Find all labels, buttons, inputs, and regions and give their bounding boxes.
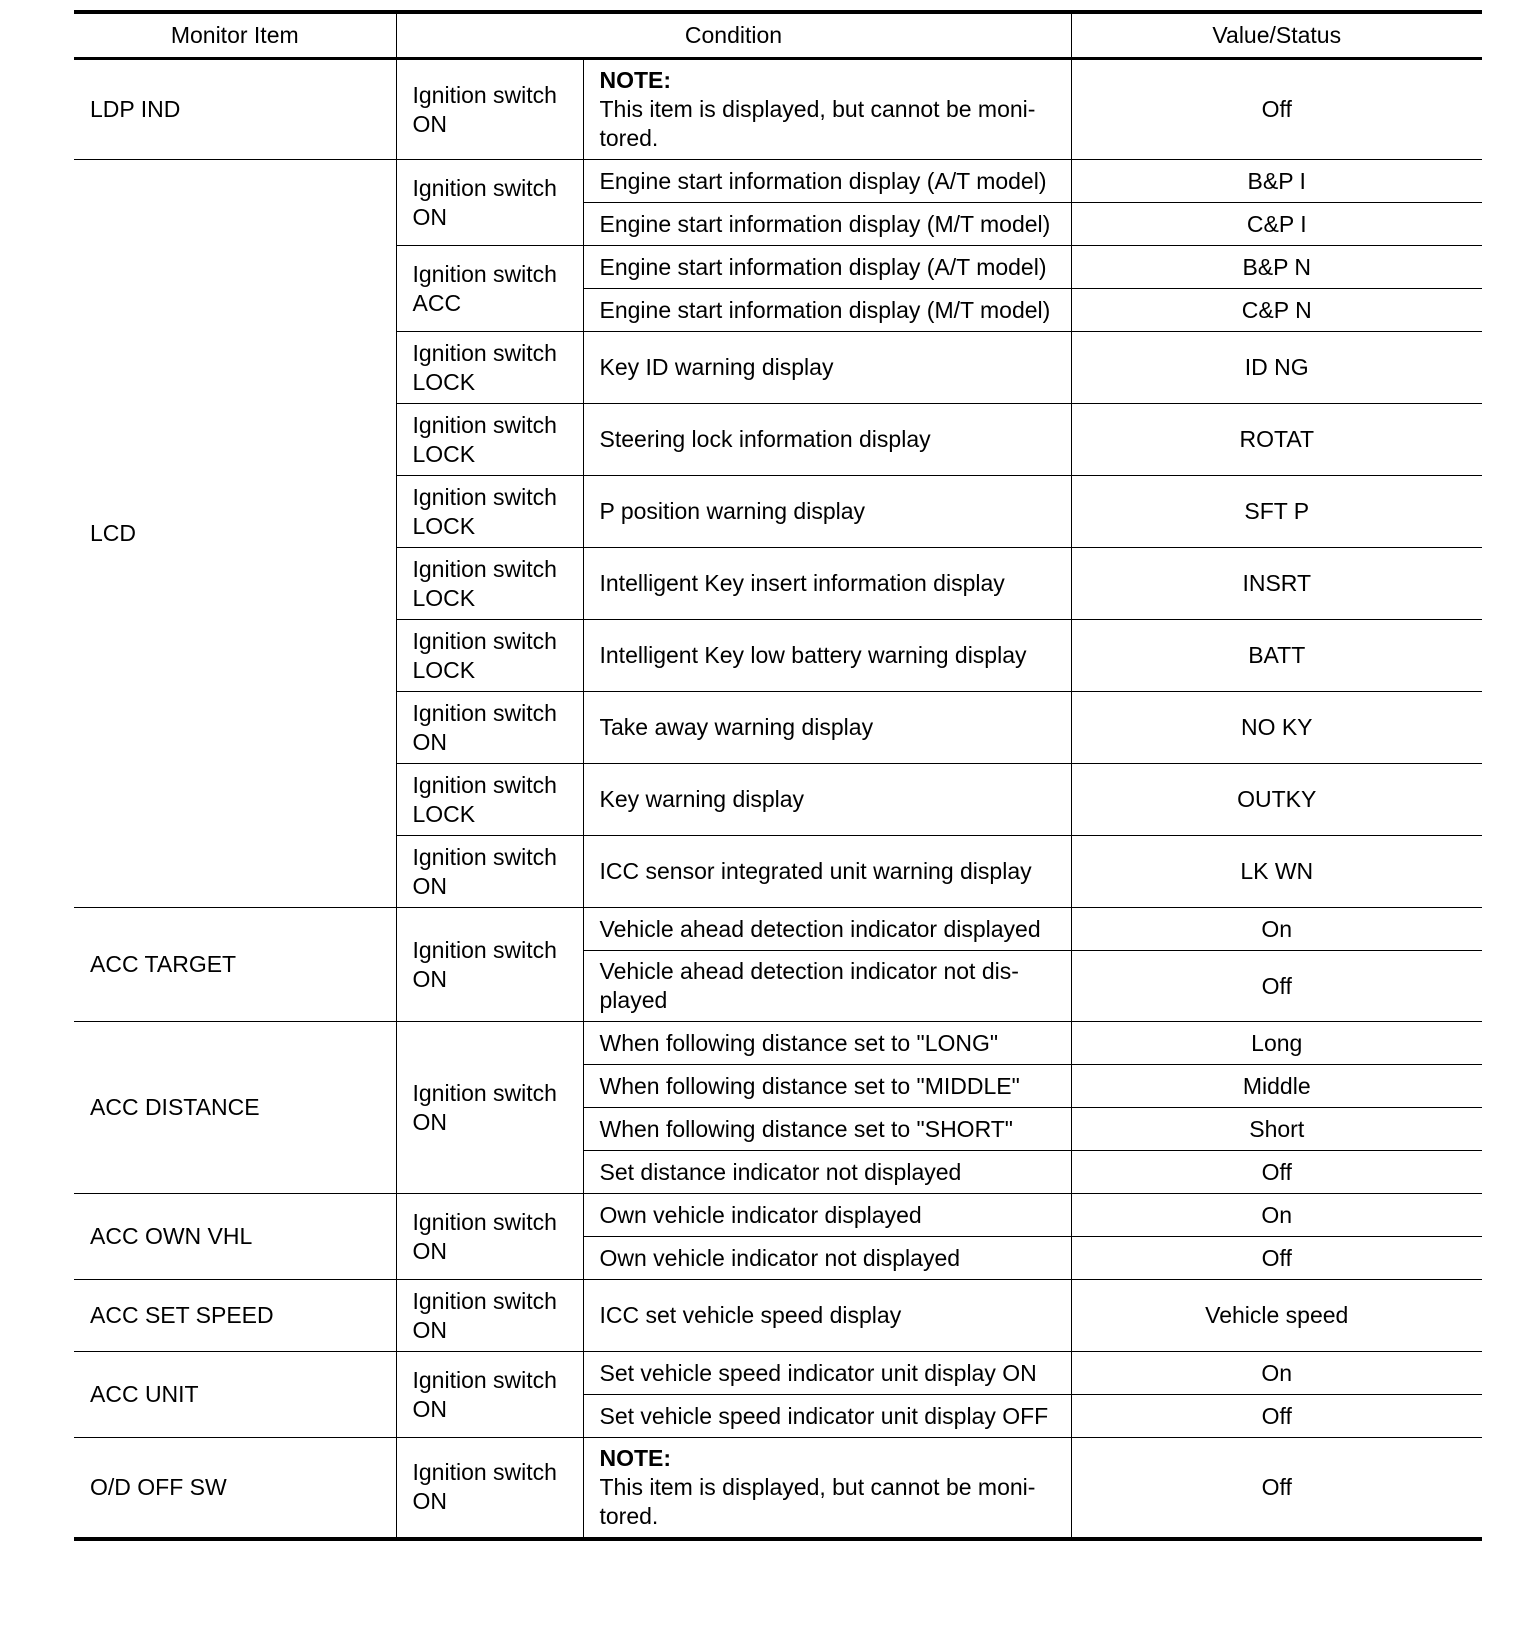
condition-detail-cell [583,951,1071,1022]
ignition-switch-line: Ignition switch [412,699,557,726]
monitor-item-cell: LDP IND [74,59,396,160]
value-status-cell: Long [1071,1022,1482,1065]
condition-detail-cell [583,1395,1071,1438]
table-header-row [74,12,1482,59]
monitor-item-cell: O/D OFF SW [74,1438,396,1539]
condition-detail-line: Engine start information display (M/T model) [599,210,1051,237]
condition-detail-line: This item is displayed, but cannot be moni- [599,1473,1036,1500]
ignition-switch-line: ON [412,872,447,899]
condition-detail-cell [583,59,1071,160]
ignition-switch-line: Ignition switch [412,936,557,963]
ignition-switch-line: LOCK [412,584,476,611]
value-status-cell: Off [1071,1395,1482,1438]
condition-detail-line: Vehicle ahead detection indicator not dis- [599,958,1019,984]
ignition-switch-cell [396,692,583,764]
monitor-item-cell: ACC OWN VHL [74,1194,396,1280]
header-value-status: Value/Status [1071,12,1482,59]
ignition-switch-line: ON [412,965,447,992]
condition-detail-cell [583,1352,1071,1395]
condition-detail-line: Vehicle ahead detection indicator displayed [599,915,1041,942]
ignition-switch-line: Ignition switch [412,81,557,108]
ignition-switch-cell [396,476,583,548]
value-status-cell: ROTAT [1071,404,1482,476]
value-status-cell: NO KY [1071,692,1482,764]
note-title: NOTE: [599,1444,672,1471]
ignition-switch-line: Ignition switch [412,339,557,366]
value-status-cell: LK WN [1071,836,1482,908]
ignition-switch-line: ON [412,1395,447,1422]
condition-detail-cell [583,620,1071,692]
table-row [74,160,1482,203]
condition-detail-line: ICC sensor integrated unit warning display [599,858,1032,884]
ignition-switch-cell [396,1194,583,1280]
ignition-switch-line: ON [412,1108,447,1135]
ignition-switch-cell [396,332,583,404]
condition-detail-cell [583,692,1071,764]
table-row [74,1352,1482,1395]
condition-detail-line: Key ID warning display [599,354,834,380]
value-status-cell: ID NG [1071,332,1482,404]
ignition-switch-line: Ignition switch [412,411,557,438]
ignition-switch-line: Ignition switch [412,174,557,201]
monitor-item-table [74,10,1482,1541]
monitor-item-cell: LCD [74,160,396,908]
ignition-switch-cell [396,1022,583,1194]
condition-detail-cell [583,203,1071,246]
monitor-item-cell: ACC UNIT [74,1352,396,1438]
monitor-item-cell: ACC TARGET [74,908,396,1022]
ignition-switch-cell [396,1438,583,1539]
value-status-cell: On [1071,1194,1482,1237]
ignition-switch-line: Ignition switch [412,260,557,287]
value-status-cell: Off [1071,59,1482,160]
value-status-cell: B&P N [1071,246,1482,289]
ignition-switch-line: Ignition switch [412,843,557,870]
condition-detail-line: played [599,987,668,1013]
ignition-switch-line: Ignition switch [412,1366,557,1393]
ignition-switch-line: Ignition switch [412,555,557,582]
condition-detail-cell [583,1065,1071,1108]
condition-detail-line: Own vehicle indicator displayed [599,1201,922,1228]
condition-detail-cell [583,1022,1071,1065]
condition-detail-line: Set vehicle speed indicator unit display ON [599,1359,1037,1386]
condition-detail-cell [583,548,1071,620]
condition-detail-line: Engine start information display (A/T model) [599,167,1047,194]
ignition-switch-line: ON [412,1237,447,1264]
condition-detail-line: Set vehicle speed indicator unit display OFF [599,1402,1049,1429]
table-body [74,59,1482,1539]
value-status-cell: Middle [1071,1065,1482,1108]
condition-detail-cell [583,1194,1071,1237]
value-status-cell: On [1071,1352,1482,1395]
ignition-switch-line: ON [412,728,447,755]
ignition-switch-line: Ignition switch [412,1079,557,1106]
ignition-switch-cell [396,908,583,1022]
condition-detail-line: When following distance set to "SHORT" [599,1115,1013,1142]
condition-detail-cell [583,476,1071,548]
condition-detail-line: Engine start information display (M/T model) [599,296,1051,323]
condition-detail-line: Engine start information display (A/T model) [599,253,1047,280]
ignition-switch-cell [396,246,583,332]
condition-detail-cell [583,404,1071,476]
condition-detail-line: Own vehicle indicator not displayed [599,1244,961,1271]
ignition-switch-line: LOCK [412,512,476,539]
table-row [74,1022,1482,1065]
monitor-item-cell: ACC SET SPEED [74,1280,396,1352]
ignition-switch-line: ACC [412,289,462,316]
ignition-switch-cell [396,160,583,246]
condition-detail-cell [583,160,1071,203]
ignition-switch-line: ON [412,110,447,137]
value-status-cell: SFT P [1071,476,1482,548]
header-monitor-item: Monitor Item [74,12,396,59]
condition-detail-cell [583,836,1071,908]
condition-detail-cell [583,1438,1071,1539]
ignition-switch-line: LOCK [412,440,476,467]
condition-detail-line: tored. [599,125,659,151]
ignition-switch-line: ON [412,1488,447,1515]
ignition-switch-line: Ignition switch [412,1208,557,1235]
condition-detail-line: Intelligent Key low battery warning display [599,642,1027,668]
condition-detail-line: Key warning display [599,786,805,812]
condition-detail-line: tored. [599,1502,659,1529]
table-row [74,1438,1482,1539]
ignition-switch-line: LOCK [412,800,476,827]
ignition-switch-line: ON [412,203,447,230]
value-status-cell: OUTKY [1071,764,1482,836]
condition-detail-line: Intelligent Key insert information display [599,570,1005,596]
ignition-switch-line: LOCK [412,656,476,683]
value-status-cell: Off [1071,1237,1482,1280]
value-status-cell: Vehicle speed [1071,1280,1482,1352]
condition-detail-cell [583,764,1071,836]
ignition-switch-line: Ignition switch [412,771,557,798]
ignition-switch-line: Ignition switch [412,1459,557,1486]
condition-detail-cell [583,332,1071,404]
condition-detail-line: This item is displayed, but cannot be moni- [599,96,1036,122]
ignition-switch-line: Ignition switch [412,627,557,654]
condition-detail-cell [583,289,1071,332]
table-row [74,59,1482,160]
value-status-cell: BATT [1071,620,1482,692]
ignition-switch-cell [396,59,583,160]
ignition-switch-line: LOCK [412,368,476,395]
ignition-switch-line: ON [412,1316,447,1343]
ignition-switch-cell [396,548,583,620]
ignition-switch-cell [396,764,583,836]
table-row [74,908,1482,951]
ignition-switch-line: Ignition switch [412,483,557,510]
monitor-item-cell: ACC DISTANCE [74,1022,396,1194]
condition-detail-line: Take away warning display [599,714,874,740]
condition-detail-line: ICC set vehicle speed display [599,1302,902,1328]
value-status-cell: B&P I [1071,160,1482,203]
header-condition: Condition [396,12,1071,59]
value-status-cell: INSRT [1071,548,1482,620]
condition-detail-cell [583,908,1071,951]
condition-detail-line: When following distance set to "LONG" [599,1029,999,1056]
value-status-cell: Short [1071,1108,1482,1151]
ignition-switch-cell [396,620,583,692]
ignition-switch-cell [396,404,583,476]
condition-detail-cell [583,1151,1071,1194]
condition-detail-line: Set distance indicator not displayed [599,1158,962,1185]
condition-detail-cell [583,1280,1071,1352]
table-row [74,1194,1482,1237]
value-status-cell: Off [1071,951,1482,1022]
ignition-switch-cell [396,836,583,908]
ignition-switch-cell [396,1352,583,1438]
condition-detail-cell [583,1237,1071,1280]
value-status-cell: On [1071,908,1482,951]
condition-detail-line: P position warning display [599,498,866,524]
condition-detail-line: When following distance set to "MIDDLE" [599,1072,1020,1099]
condition-detail-cell [583,246,1071,289]
condition-detail-line: Steering lock information display [599,426,931,452]
ignition-switch-cell [396,1280,583,1352]
table-row [74,1280,1482,1352]
value-status-cell: Off [1071,1438,1482,1539]
ignition-switch-line: Ignition switch [412,1287,557,1314]
value-status-cell: C&P I [1071,203,1482,246]
value-status-cell: C&P N [1071,289,1482,332]
value-status-cell: Off [1071,1151,1482,1194]
condition-detail-cell [583,1108,1071,1151]
note-title: NOTE: [599,67,672,93]
